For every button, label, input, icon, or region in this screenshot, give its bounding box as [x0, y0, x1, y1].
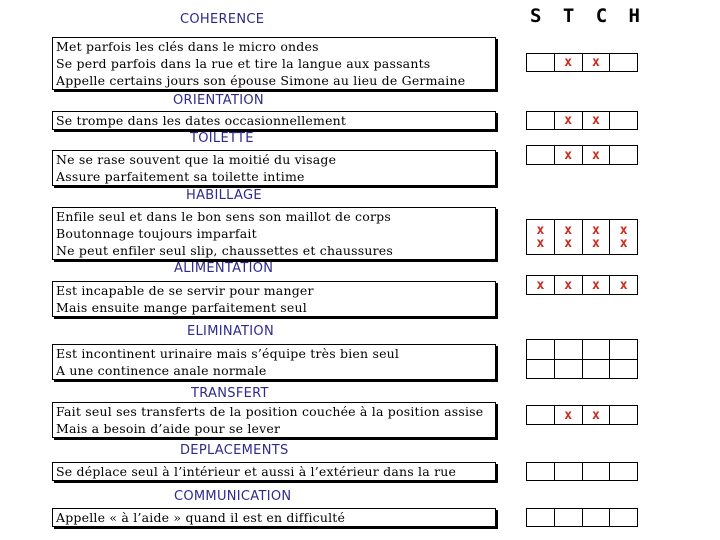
rating-cell [610, 220, 637, 254]
rating-grid-transfert [526, 405, 638, 425]
rating-cell [555, 220, 583, 254]
rating-cell [555, 54, 583, 71]
rating-cell [583, 276, 611, 294]
check-mark: x [564, 55, 573, 70]
observation-line: Est incapable de se servir pour manger [56, 283, 314, 298]
rating-cell [527, 360, 555, 379]
rating-cell [527, 276, 555, 294]
observation-line: Se trompe dans les dates occasionnellement [56, 113, 347, 128]
rating-cell [610, 406, 637, 424]
rating-cell [583, 54, 611, 71]
observation-line: Boutonnage toujours imparfait [56, 226, 257, 241]
text-box-alimentation [52, 281, 496, 317]
check-mark: x [536, 277, 545, 293]
text-box-transfert [52, 402, 496, 438]
observation-line: Se perd parfois dans la rue et tire la langue aux passants [56, 56, 431, 71]
section-title-toilette: TOILETTE [190, 131, 254, 146]
check-mark: x [591, 113, 600, 128]
column-headers [530, 5, 640, 27]
column-header-h: H [628, 5, 640, 27]
rating-grid-coherence [526, 53, 638, 72]
column-header-t: T [562, 5, 575, 27]
rating-cell [527, 146, 555, 164]
rating-cell [610, 112, 637, 129]
text-box-toilette [52, 150, 496, 186]
rating-grid-row [527, 340, 637, 360]
rating-grid-toilette [526, 145, 638, 165]
rating-cell [555, 112, 583, 129]
observation-line: Mais a besoin d’aide pour se lever [56, 421, 281, 436]
rating-cell [583, 509, 611, 526]
rating-cell [527, 54, 555, 71]
rating-cell [555, 146, 583, 164]
check-mark: x [564, 277, 573, 293]
rating-cell [610, 509, 637, 526]
check-mark: x [564, 407, 573, 423]
rating-cell [527, 509, 555, 526]
check-mark: x [564, 223, 573, 238]
section-title-coherence: COHERENCE [180, 12, 265, 27]
rating-grid-orientation [526, 111, 638, 130]
text-box-elimination [52, 344, 496, 380]
rating-cell [555, 276, 583, 294]
rating-cell [610, 360, 637, 379]
rating-cell [610, 146, 637, 164]
rating-grid-alimentation [526, 275, 638, 295]
rating-grid-row [527, 360, 637, 379]
rating-cell [555, 463, 583, 480]
observation-line: Appelle « à l’aide » quand il est en difficulté [56, 510, 346, 525]
rating-cell [527, 463, 555, 480]
check-mark: x [619, 223, 628, 238]
observation-line: Ne se rase souvent que la moitié du visage [56, 152, 337, 167]
section-title-deplacements: DEPLACEMENTS [180, 443, 289, 458]
section-title-elimination: ELIMINATION [187, 324, 274, 339]
rating-cell [527, 340, 555, 359]
observation-line: Enfile seul et dans le bon sens son maillot de corps [56, 209, 391, 224]
rating-cell [610, 463, 637, 480]
check-mark: x [536, 236, 545, 251]
rating-cell [555, 406, 583, 424]
observation-line: Met parfois les clés dans le micro ondes [56, 39, 319, 54]
rating-cell [583, 220, 611, 254]
column-header-c: C [595, 5, 608, 27]
check-mark: x [591, 407, 600, 423]
check-mark: x [591, 147, 600, 163]
section-title-habillage: HABILLAGE [186, 188, 262, 203]
check-mark: x [619, 236, 628, 251]
section-title-transfert: TRANSFERT [191, 386, 269, 401]
rating-cell [527, 220, 555, 254]
check-mark: x [591, 236, 600, 251]
rating-grid-deplacements [526, 462, 638, 481]
rating-cell [527, 112, 555, 129]
check-mark: x [591, 223, 600, 238]
rating-grid-habillage [526, 219, 638, 255]
check-mark: x [536, 223, 545, 238]
rating-cell [583, 146, 611, 164]
rating-cell [555, 360, 583, 379]
rating-cell [583, 340, 611, 359]
observation-line: Appelle certains jours son épouse Simone au lieu de Germaine [56, 73, 466, 88]
rating-cell [583, 463, 611, 480]
text-box-deplacements [52, 462, 496, 481]
rating-cell [555, 340, 583, 359]
check-mark: x [564, 236, 573, 251]
rating-cell [610, 340, 637, 359]
section-title-communication: COMMUNICATION [174, 489, 292, 504]
column-header-s: S [530, 5, 542, 27]
rating-cell [555, 509, 583, 526]
observation-line: Est incontinent urinaire mais s’équipe très bien seul [56, 346, 400, 361]
observation-line: Ne peut enfiler seul slip, chaussettes et chaussures [56, 243, 393, 258]
section-title-orientation: ORIENTATION [173, 93, 264, 108]
rating-grid-communication [526, 508, 638, 527]
check-mark: x [619, 277, 628, 293]
check-mark: x [564, 147, 573, 163]
text-box-orientation [52, 111, 496, 130]
section-title-alimentation: ALIMENTATION [174, 261, 274, 276]
text-box-coherence [52, 37, 496, 90]
check-mark: x [591, 55, 600, 70]
rating-cell [527, 406, 555, 424]
text-box-habillage [52, 207, 496, 260]
observation-line: Fait seul ses transferts de la position couchée à la position assise [56, 404, 484, 419]
rating-cell [583, 406, 611, 424]
rating-cell [583, 112, 611, 129]
rating-grid-elimination [526, 339, 638, 379]
rating-cell [583, 360, 611, 379]
check-mark: x [564, 113, 573, 128]
check-mark: x [591, 277, 600, 293]
rating-cell [610, 54, 637, 71]
rating-cell [610, 276, 637, 294]
observation-line: A une continence anale normale [56, 363, 267, 378]
observation-line: Assure parfaitement sa toilette intime [56, 169, 305, 184]
text-box-communication [52, 508, 496, 527]
observation-line: Se déplace seul à l’intérieur et aussi à l’extérieur dans la rue [56, 464, 457, 479]
observation-line: Mais ensuite mange parfaitement seul [56, 300, 307, 315]
